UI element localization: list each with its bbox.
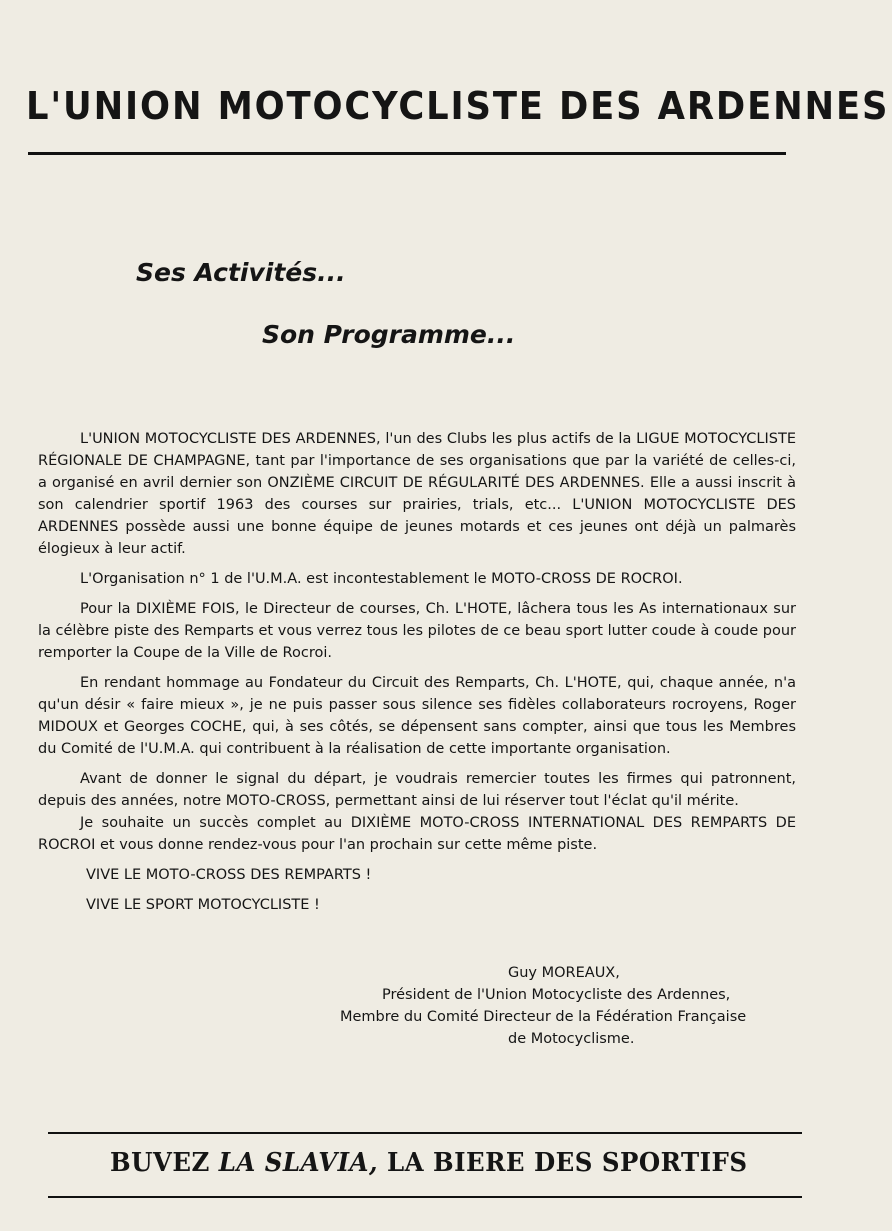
paragraph-dixieme: Pour la DIXIÈME FOIS, le Directeur de courses, Ch. L'HOTE, lâchera tous les As internationaux sur la célèbre piste des Remparts et vous verrez tous les pilotes de ce beau sport lutter coude à coude pour remporter la Coupe de la Ville de Rocroi. <box>38 601 796 661</box>
page-title: L'UNION MOTOCYCLISTE DES ARDENNES <box>26 84 890 128</box>
title-underline <box>28 152 786 155</box>
footer-prefix: BUVEZ <box>110 1148 219 1178</box>
signature-block <box>340 962 810 1050</box>
footer-rule-bottom <box>48 1196 802 1198</box>
footer-rule-top <box>48 1132 802 1134</box>
subtitle-programme: Son Programme... <box>262 320 516 349</box>
cheer-sport: VIVE LE SPORT MOTOCYCLISTE ! <box>86 897 320 913</box>
signature-name: Guy MOREAUX, <box>508 965 620 981</box>
paragraph-remerciements: Avant de donner le signal du départ, je voudrais remercier toutes les firmes qui patronnent, depuis des années, notre MOTO-CROSS, permettant ainsi de lui réserver tout l'éclat qu'il mérite. <box>38 771 796 809</box>
signature-title-federation: de Motocyclisme. <box>508 1031 635 1047</box>
footer-advert <box>110 1148 747 1178</box>
paragraph-intro: L'UNION MOTOCYCLISTE DES ARDENNES, l'un des Clubs les plus actifs de la LIGUE MOTOCYCLISTE RÉGIONALE DE CHAMPAGNE, tant par l'importance de ses organisations que par la variété de celles-ci, a organisé en avril dernier son ONZIÈME CIRCUIT DE RÉGULARITÉ DES ARDENNES. Elle a aussi inscrit à son calendrier sportif 1963 des courses sur prairies, trials, etc... L'UNION MOTOCYCLISTE DES ARDENNES possède aussi une bonne équipe de jeunes motards et ces jeunes ont déjà un palmarès élogieux à leur actif. <box>38 431 796 557</box>
paragraph-souhait: Je souhaite un succès complet au DIXIÈME MOTO-CROSS INTERNATIONAL DES REMPARTS DE ROCROI et vous donne rendez-vous pour l'an prochain sur cette même piste. <box>38 815 796 853</box>
footer-brand: LA SLAVIA, <box>218 1148 378 1178</box>
paragraph-hommage: En rendant hommage au Fondateur du Circuit des Remparts, Ch. L'HOTE, qui, chaque année, n'a qu'un désir « faire mieux », je ne puis passer sous silence ses fidèles collaborateurs rocroyens, Roger MIDOUX et Georges COCHE, qui, à ses côtés, se dépensent sans compter, ainsi que tous les Membres du Comité de l'U.M.A. qui contribuent à la réalisation de cette importante organisation. <box>38 675 796 757</box>
subtitle-activities: Ses Activités... <box>136 258 346 287</box>
signature-title-president: Président de l'Union Motocycliste des Ardennes, <box>382 987 731 1003</box>
paragraph-organisation: L'Organisation n° 1 de l'U.M.A. est incontestablement le MOTO-CROSS DE ROCROI. <box>80 571 683 587</box>
cheer-moto-cross: VIVE LE MOTO-CROSS DES REMPARTS ! <box>86 867 372 883</box>
footer-suffix: LA BIERE DES SPORTIFS <box>377 1148 748 1178</box>
article-body <box>38 428 796 924</box>
signature-title-membre: Membre du Comité Directeur de la Fédération Française <box>340 1009 747 1025</box>
